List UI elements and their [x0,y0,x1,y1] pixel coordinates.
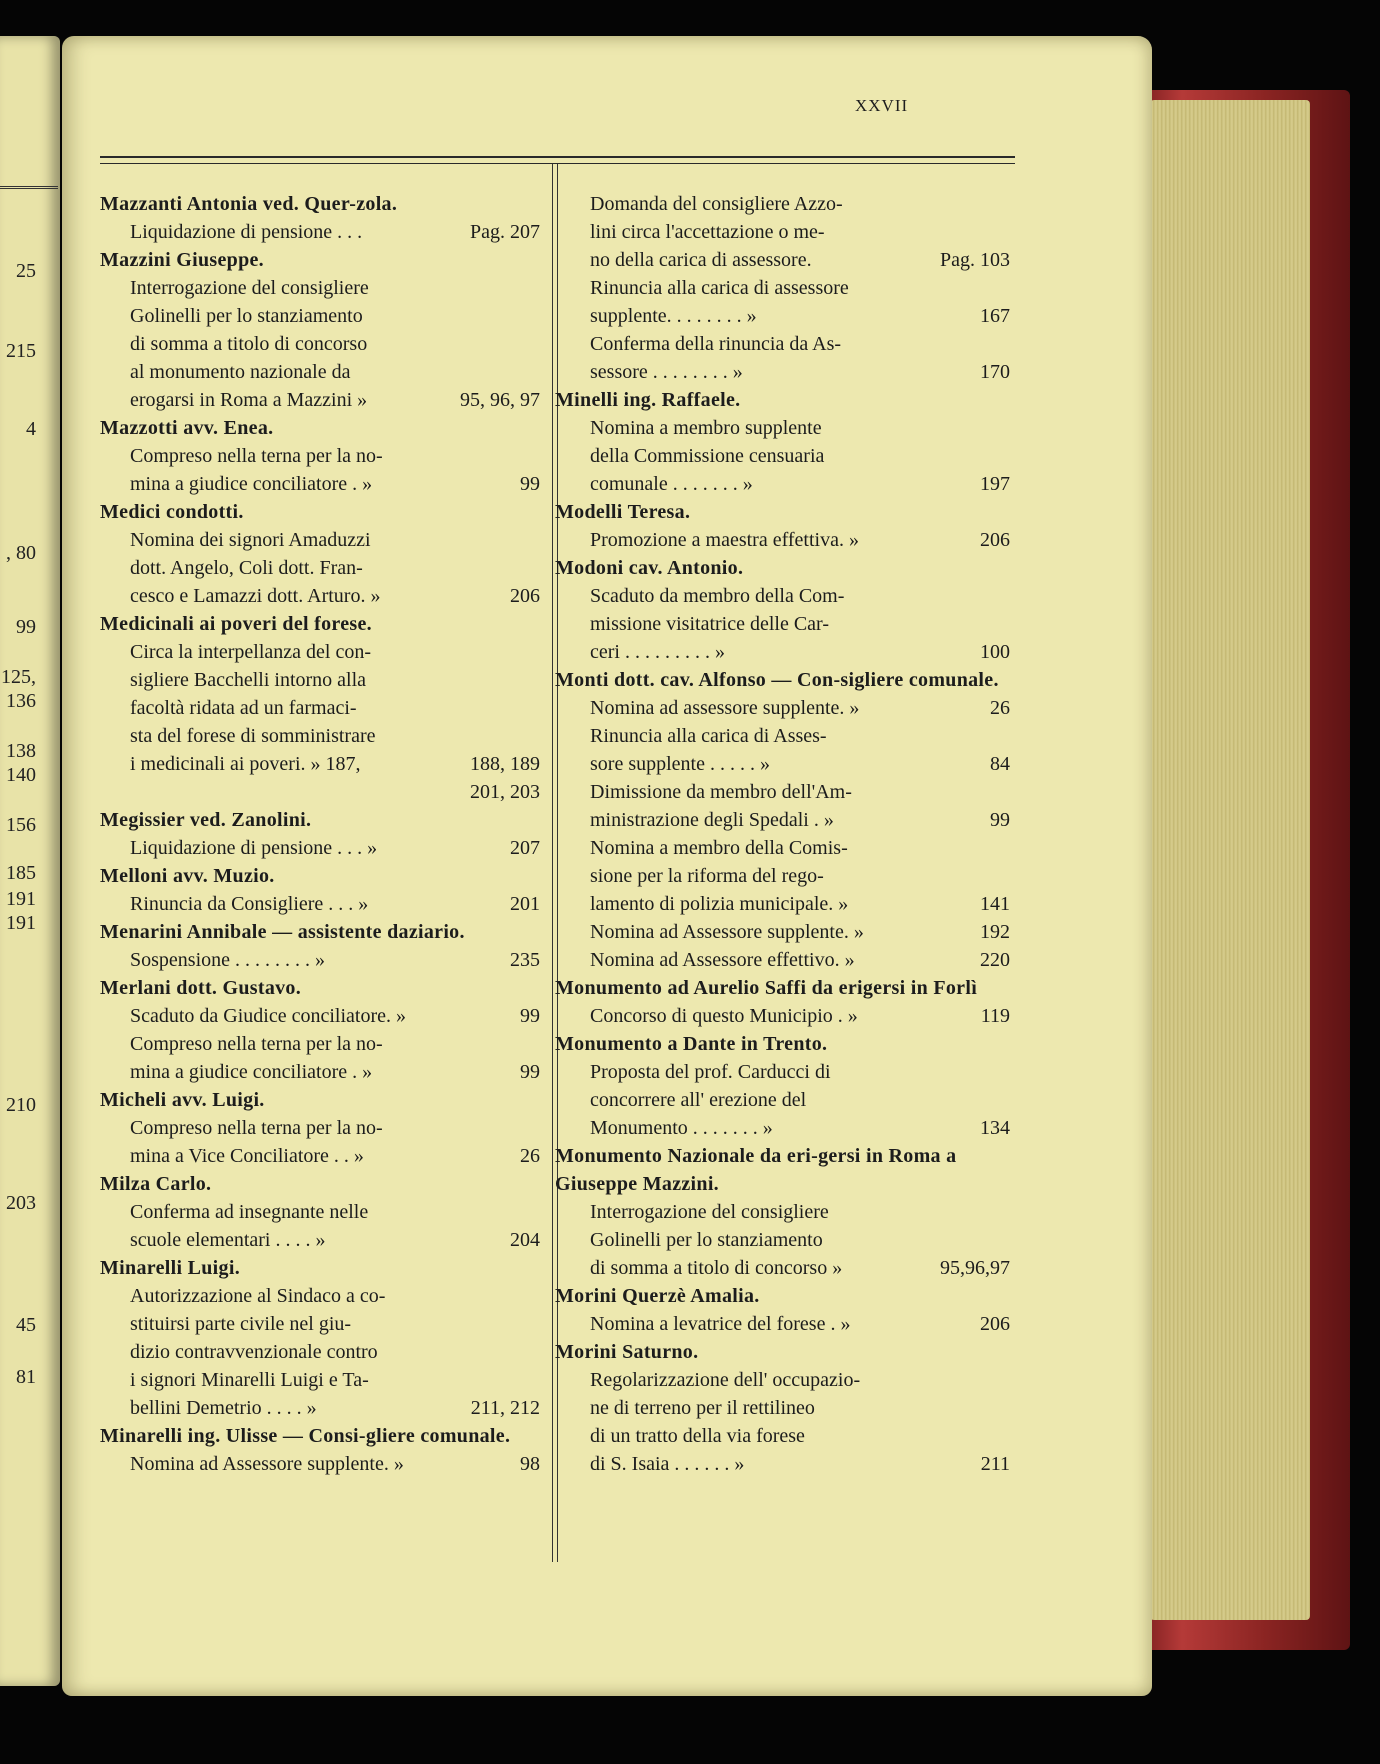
page-number: 95, 96, 97 [460,389,540,411]
entry-line: Nomina a membro della Comis- [590,837,848,859]
page-number: 141 [980,893,1010,915]
reference-text: sore supplente . . . . . » [590,753,770,775]
reference-text: Liquidazione di pensione . . . [130,221,363,243]
page-number: 188, 189 [470,753,540,775]
page-reference [555,918,1010,946]
entry-line: Dimissione da membro dell'Am- [590,781,852,803]
page-number: 99 [520,1061,540,1083]
reference-text: mina a giudice conciliatore . » [130,473,373,495]
entry-heading: Medici condotti. [100,501,244,523]
index-entry [555,498,1010,554]
entry-line: Conferma della rinuncia da As- [590,333,842,355]
entry-heading: Modelli Teresa. [555,501,691,523]
reference-text [130,778,450,806]
page-reference [555,1114,1010,1142]
entry-heading: Mazzini Giuseppe. [100,249,264,271]
reference-text: supplente. . . . . . . . » [590,305,757,327]
entry-heading: Minarelli ing. Ulisse — Consi-gliere comunale. [100,1425,511,1447]
entry-line: Interrogazione del consigliere [590,1201,829,1223]
page-reference [555,1002,1010,1030]
margin-number: 203 [6,1192,36,1214]
entry-line: dott. Angelo, Coli dott. Fran- [130,557,363,579]
page-number: 201 [510,893,540,915]
page-number: 95,96,97 [940,1257,1010,1279]
entry-line: facoltà ridata ad un farmaci- [130,697,357,719]
margin-number: 4 [26,418,36,440]
margin-number: 99 [16,616,36,638]
entry-line: Interrogazione del consigliere [130,277,369,299]
page-reference [100,834,540,862]
page-reference [555,750,1010,778]
entry-heading: Monumento Nazionale da eri-gersi in Roma a Giuseppe Mazzini. [555,1145,957,1195]
reference-text: sessore . . . . . . . . » [590,361,743,383]
page-number: 235 [510,949,540,971]
reference-text: Nomina ad Assessore supplente. » [130,1453,404,1475]
reference-text: Liquidazione di pensione . . . » [130,837,378,859]
entry-line: Domanda del consigliere Azzo- [590,193,843,215]
page-number: 26 [990,697,1010,719]
index-entry [100,610,540,806]
entry-line: Nomina dei signori Amaduzzi [130,529,371,551]
page-reference [555,526,1010,554]
entry-heading: Melloni avv. Muzio. [100,865,275,887]
reference-text: Rinuncia da Consigliere . . . » [130,893,369,915]
index-entry [100,1030,540,1086]
index-entry [555,274,1010,330]
page-reference [100,778,540,806]
page-number: 98 [520,1453,540,1475]
reference-text: lamento di polizia municipale. » [590,893,849,915]
index-entry [555,386,1010,498]
entry-line: sione per la riforma del rego- [590,865,824,887]
page-reference [555,1254,1010,1282]
entry-heading: Medicinali ai poveri del forese. [100,613,372,635]
index-entry [100,806,540,862]
entry-line: sigliere Bacchelli intorno alla [130,669,367,691]
reference-text: cesco e Lamazzi dott. Arturo. » [130,585,381,607]
reference-text: bellini Demetrio . . . . » [130,1397,317,1419]
reference-text: Nomina ad Assessore effettivo. » [590,949,855,971]
page-number: 206 [980,529,1010,551]
entry-line: ne di terreno per il rettilineo [590,1397,815,1419]
reference-text: Nomina ad Assessore supplente. » [590,921,864,943]
margin-number: 210 [6,1094,36,1116]
entry-heading: Minarelli Luigi. [100,1257,240,1279]
page-number: 134 [980,1117,1010,1139]
index-entry [555,946,1010,974]
margin-number: 25 [16,260,36,282]
page-reference [100,1058,540,1086]
page-reference [100,1226,540,1254]
reference-text: Nomina ad assessore supplente. » [590,697,860,719]
page-number: 197 [980,473,1010,495]
page-number: 26 [520,1145,540,1167]
margin-number: 185 [6,862,36,884]
margin-number: , 80 [6,542,36,564]
entry-heading: Micheli avv. Luigi. [100,1089,265,1111]
index-entry [100,246,540,414]
reference-text: erogarsi in Roma a Mazzini » [130,389,368,411]
index-entry [555,666,1010,722]
page-number: 220 [980,949,1010,971]
page-reference [555,694,1010,722]
page-reference [100,582,540,610]
reference-text: ceri . . . . . . . . . » [590,641,725,663]
entry-line: stituirsi parte civile nel giu- [130,1313,352,1335]
entry-heading: Monumento a Dante in Trento. [555,1033,828,1055]
index-entry [555,834,1010,918]
reference-text: mina a giudice conciliatore . » [130,1061,373,1083]
reference-text: i medicinali ai poveri. » 187, [130,753,361,775]
page-number: 170 [980,361,1010,383]
entry-heading: Morini Querzè Amalia. [555,1285,760,1307]
page-stack-edge [1150,100,1310,1620]
reference-text: di S. Isaia . . . . . . » [590,1453,745,1475]
page-reference [100,946,540,974]
page-reference [555,302,1010,330]
entry-line: di un tratto della via forese [590,1425,805,1447]
index-entry [100,918,540,974]
page-reference [100,1142,540,1170]
entry-line: Compreso nella terna per la no- [130,445,383,467]
entry-line: Nomina a membro supplente [590,417,822,439]
page-number: 192 [980,921,1010,943]
index-entry [555,778,1010,834]
index-entry [100,414,540,498]
entry-line: Conferma ad insegnante nelle [130,1201,369,1223]
reference-text: Scaduto da Giudice conciliatore. » [130,1005,407,1027]
page-number: 211 [980,1453,1010,1475]
entry-heading: Morini Saturno. [555,1341,699,1363]
reference-text: comunale . . . . . . . » [590,473,753,495]
reference-text: mina a Vice Conciliatore . . » [130,1145,364,1167]
page-reference [555,246,1010,274]
entry-heading: Mazzanti Antonia ved. Quer-zola. [100,193,398,215]
page-reference [100,218,540,246]
index-entry [555,722,1010,778]
margin-number: 140 [6,764,36,786]
page-number: 167 [980,305,1010,327]
index-entry [100,1422,540,1478]
page-number: 99 [990,809,1010,831]
reference-text: Sospensione . . . . . . . . » [130,949,325,971]
index-entry [100,498,540,610]
page-number: 207 [510,837,540,859]
page-reference [555,358,1010,386]
index-entry [100,190,540,246]
page-reference [555,806,1010,834]
entry-heading: Megissier ved. Zanolini. [100,809,312,831]
index-entry [555,1338,1010,1478]
page-reference [100,1002,540,1030]
entry-line: Compreso nella terna per la no- [130,1117,383,1139]
entry-line: Proposta del prof. Carducci di [590,1061,831,1083]
index-entry [100,974,540,1030]
page-number: 201, 203 [470,781,540,803]
entry-line: Scaduto da membro della Com- [590,585,845,607]
page-number: Pag. 103 [940,249,1010,271]
entry-line: al monumento nazionale da [130,361,351,383]
reference-text: Promozione a maestra effettiva. » [590,529,859,551]
page-number: 99 [520,1005,540,1027]
page-reference [100,890,540,918]
page-number: 119 [980,1005,1010,1027]
reference-text: Nomina a levatrice del forese . » [590,1313,851,1335]
entry-line: Autorizzazione al Sindaco a co- [130,1285,386,1307]
page-reference [555,890,1010,918]
reference-text: di somma a titolo di concorso » [590,1257,843,1279]
margin-number: 156 [6,814,36,836]
page-number: 206 [980,1313,1010,1335]
page-number: 100 [980,641,1010,663]
page-reference [555,1450,1010,1478]
index-entry [100,1254,540,1422]
margin-number: 191 [6,912,36,934]
reference-text: Monumento . . . . . . . » [590,1117,773,1139]
entry-line: della Commissione censuaria [590,445,825,467]
page-reference [100,750,540,778]
entry-heading: Minelli ing. Raffaele. [555,389,741,411]
page-reference [100,470,540,498]
entry-heading: Monumento ad Aurelio Saffi da erigersi in Forlì [555,977,978,999]
entry-heading: Modoni cav. Antonio. [555,557,744,579]
entry-line: sta del forese di somministrare [130,725,376,747]
entry-heading: Mazzotti avv. Enea. [100,417,274,439]
entry-line: Rinuncia alla carica di Asses- [590,725,827,747]
entry-line: missione visitatrice delle Car- [590,613,829,635]
page-reference [555,638,1010,666]
entry-heading: Menarini Annibale — assistente daziario. [100,921,465,943]
index-entry [555,974,1010,1030]
entry-heading: Merlani dott. Gustavo. [100,977,302,999]
page-number: 84 [990,753,1010,775]
entry-line: Compreso nella terna per la no- [130,1033,383,1055]
entry-line: Regolarizzazione dell' occupazio- [590,1369,861,1391]
page-reference [555,1310,1010,1338]
index-entry [100,1170,540,1254]
entry-line: Golinelli per lo stanziamento [590,1229,823,1251]
page-reference [555,470,1010,498]
page-reference [555,946,1010,974]
page-folio: XXVII [855,96,909,115]
index-entry [555,190,1010,274]
page-reference [100,386,540,414]
page-number: 204 [510,1229,540,1251]
entry-line: dizio contravvenzionale contro [130,1341,378,1363]
index-column-right [555,190,1010,1478]
entry-heading: Monti dott. cav. Alfonso — Con-sigliere comunale. [555,669,999,691]
margin-number: 138 [6,740,36,762]
entry-heading: Milza Carlo. [100,1173,212,1195]
index-entry [555,918,1010,946]
margin-number: 191 [6,888,36,910]
previous-page [0,36,60,1686]
reference-text: scuole elementari . . . . » [130,1229,326,1251]
index-entry [555,1030,1010,1142]
margin-number: 45 [16,1314,36,1336]
reference-text: no della carica di assessore. [590,249,812,271]
margin-number: 125, [1,666,36,688]
index-entry [555,1282,1010,1338]
margin-number: 215 [6,340,36,362]
margin-number: 81 [16,1366,36,1388]
page-number: Pag. 207 [470,221,540,243]
entry-line: di somma a titolo di concorso [130,333,368,355]
header-rule [100,156,1015,164]
previous-page-rule [0,186,58,189]
entry-line: i signori Minarelli Luigi e Ta- [130,1369,369,1391]
index-entry [100,1086,540,1170]
page-number: 206 [510,585,540,607]
index-column-left [100,190,540,1478]
page-reference [100,1394,540,1422]
index-entry [555,1142,1010,1282]
page-number: 99 [520,473,540,495]
entry-line: lini circa l'accettazione o me- [590,221,825,243]
entry-line: Circa la interpellanza del con- [130,641,371,663]
index-entry [100,862,540,918]
entry-line: Golinelli per lo stanziamento [130,305,363,327]
entry-line: concorrere all' erezione del [590,1089,807,1111]
index-entry [555,554,1010,666]
reference-text: Concorso di questo Municipio . » [590,1005,858,1027]
page-number: 211, 212 [470,1397,540,1419]
page-reference [100,1450,540,1478]
margin-number: 136 [6,690,36,712]
reference-text: ministrazione degli Spedali . » [590,809,834,831]
index-entry [555,330,1010,386]
entry-line: Rinuncia alla carica di assessore [590,277,849,299]
